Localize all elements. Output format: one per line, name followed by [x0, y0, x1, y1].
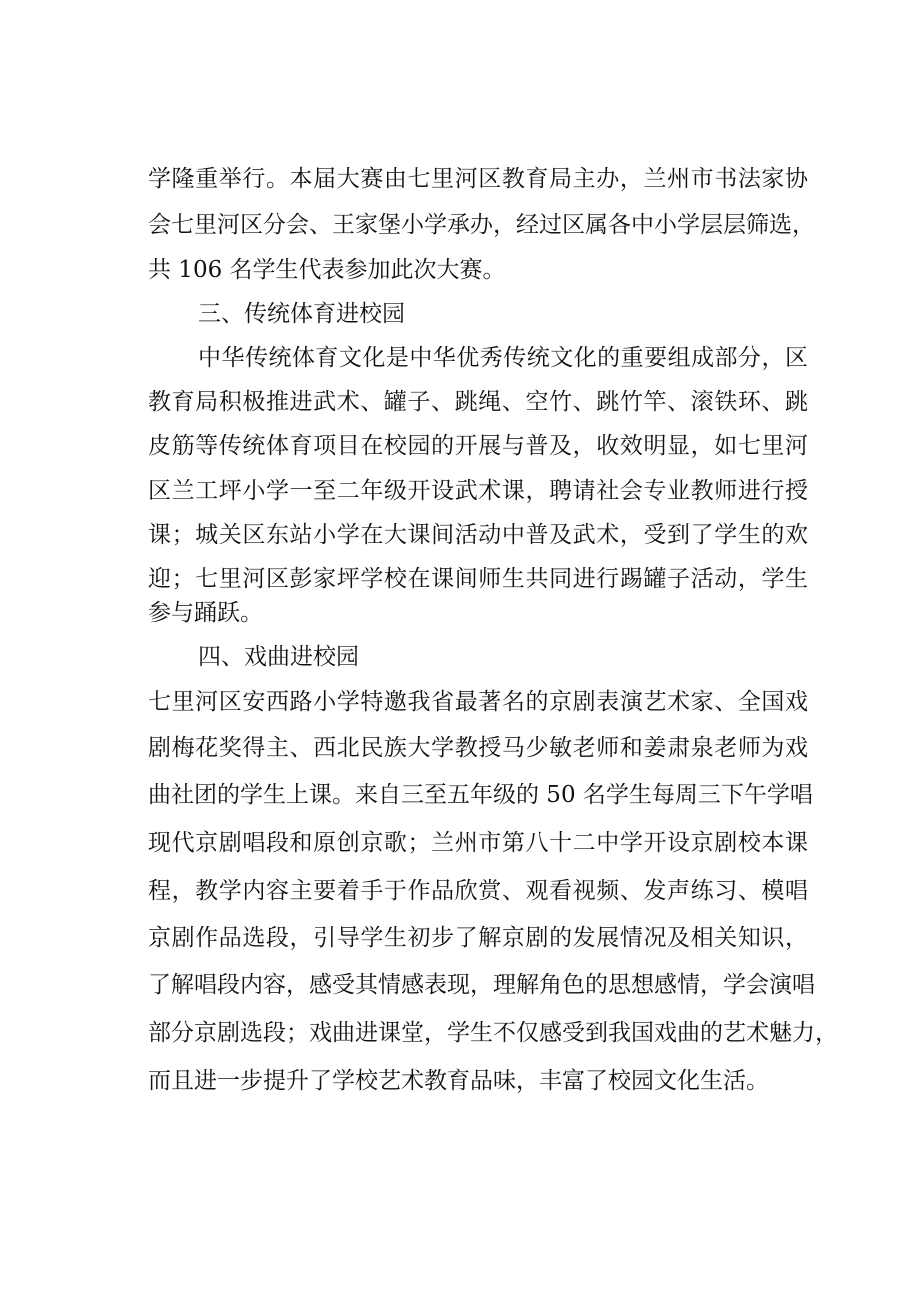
section-4-line-2: 剧梅花奖得主、西北民族大学教授马少敏老师和姜肃泉老师为戏: [148, 735, 808, 761]
section-3-line-5: 课；城关区东站小学在大课间活动中普及武术，受到了学生的欢: [148, 522, 808, 548]
paragraph-1-line-3: 共 106 名学生代表参加此次大赛。: [148, 257, 506, 283]
section-3-heading: 三、传统体育进校园: [198, 301, 405, 327]
section-4-line-9: 而且进一步提升了学校艺术教育品味，丰富了校园文化生活。: [148, 1068, 769, 1094]
paragraph-1-line-1: 学隆重举行。本届大赛由七里河区教育局主办，兰州市书法家协: [148, 166, 808, 192]
section-4-line-8: 部分京剧选段；戏曲进课堂，学生不仅感受到我国戏曲的艺术魅力，: [148, 1020, 838, 1046]
section-4-line-1: 七里河区安西路小学特邀我省最著名的京剧表演艺术家、全国戏: [148, 689, 808, 715]
section-4-line-3: 曲社团的学生上课。来自三至五年级的 50 名学生每周三下午学唱: [148, 782, 813, 808]
section-3-line-2: 教育局积极推进武术、罐子、跳绳、空竹、跳竹竿、滚铁环、跳: [148, 389, 808, 415]
section-4-line-6: 京剧作品选段，引导学生初步了解京剧的发展情况及相关知识，: [148, 925, 808, 951]
section-3-line-1: 中华传统体育文化是中华优秀传统文化的重要组成部分，区: [198, 345, 808, 371]
section-3-line-4: 区兰工坪小学一至二年级开设武术课，聘请社会专业教师进行授: [148, 478, 808, 504]
section-3-line-7: 参与踊跃。: [148, 600, 263, 626]
section-3-line-3: 皮筋等传统体育项目在校园的开展与普及，收效明显，如七里河: [148, 433, 808, 459]
section-3-line-6: 迎；七里河区彭家坪学校在课间师生共同进行踢罐子活动，学生: [148, 566, 808, 592]
section-4-line-4: 现代京剧唱段和原创京歌；兰州市第八十二中学开设京剧校本课: [148, 830, 808, 856]
section-4-line-5: 程，教学内容主要着手于作品欣赏、观看视频、发声练习、模唱: [148, 878, 808, 904]
section-4-line-7: 了解唱段内容，感受其情感表现，理解角色的思想感情，学会演唱: [148, 972, 815, 998]
paragraph-1-line-2: 会七里河区分会、王家堡小学承办，经过区属各中小学层层筛选，: [148, 212, 815, 238]
section-4-heading: 四、戏曲进校园: [198, 644, 359, 670]
